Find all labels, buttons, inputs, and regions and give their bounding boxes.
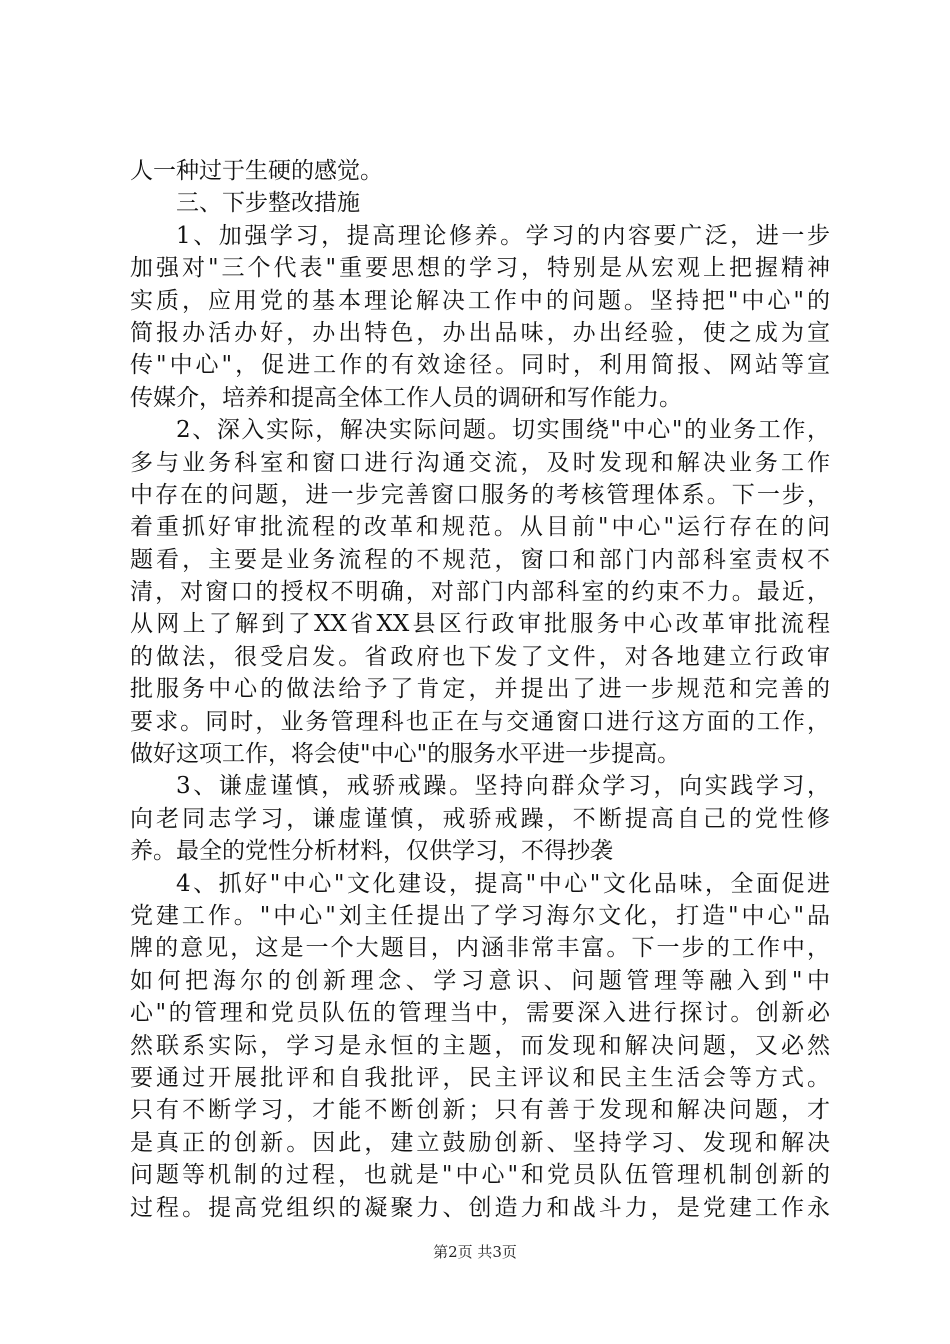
- text-line: 传媒介，培养和提高全体工作人员的调研和写作能力。: [130, 384, 682, 411]
- paragraph-start-line: 2、深入实际，解决实际问题。切实围绕"中心"的业务工作，: [176, 417, 830, 444]
- text-line: 的做法，很受启发。省政府也下发了文件，对各地建立行政审: [130, 643, 830, 670]
- text-line: 牌的意见，这是一个大题目，内涵非常丰富。下一步的工作中，: [130, 935, 830, 962]
- paragraph-start-line: 3、谦虚谨慎，戒骄戒躁。坚持向群众学习，向实践学习，: [176, 773, 830, 800]
- text-line: 传"中心"，促进工作的有效途径。同时，利用简报、网站等宣: [130, 352, 830, 379]
- text-line: 清，对窗口的授权不明确，对部门内部科室的约束不力。最近，: [130, 579, 830, 606]
- text-line: 只有不断学习，才能不断创新；只有善于发现和解决问题，才: [130, 1097, 830, 1124]
- paragraph-start-line: 4、抓好"中心"文化建设，提高"中心"文化品味，全面促进: [176, 870, 830, 897]
- text-line: 从网上了解到了XX省XX县区行政审批服务中心改革审批流程: [130, 611, 830, 638]
- text-line: 如何把海尔的创新理念、学习意识、问题管理等融入到"中: [130, 967, 830, 994]
- text-line: 要求。同时，业务管理科也正在与交通窗口进行这方面的工作，: [130, 708, 830, 735]
- text-line: 党建工作。"中心"刘主任提出了学习海尔文化，打造"中心"品: [130, 902, 830, 929]
- text-line: 问题等机制的过程，也就是"中心"和党员队伍管理机制创新的: [130, 1162, 830, 1189]
- text-line: 心"的管理和党员队伍的管理当中，需要深入进行探讨。创新必: [130, 1000, 830, 1027]
- text-line: 人一种过于生硬的感觉。: [130, 158, 383, 184]
- paragraph-start-line: 1、加强学习，提高理论修养。学习的内容要广泛，进一步: [176, 222, 830, 249]
- text-line: 做好这项工作，将会使"中心"的服务水平进一步提高。: [130, 741, 681, 768]
- text-line: 题看，主要是业务流程的不规范，窗口和部门内部科室责权不: [130, 546, 830, 573]
- text-line: 着重抓好审批流程的改革和规范。从目前"中心"运行存在的问: [130, 514, 830, 541]
- text-line: 要通过开展批评和自我批评，民主评议和民主生活会等方式。: [130, 1064, 830, 1091]
- text-line: 中存在的问题，进一步完善窗口服务的考核管理体系。下一步，: [130, 481, 830, 508]
- text-line: 批服务中心的做法给予了肯定，并提出了进一步规范和完善的: [130, 676, 830, 703]
- page-number-footer: 第2页 共3页: [433, 1243, 517, 1261]
- text-line: 简报办活办好，办出特色，办出品味，办出经验，使之成为宣: [130, 319, 830, 346]
- text-line: 然联系实际，学习是永恒的主题，而发现和解决问题，又必然: [130, 1032, 830, 1059]
- text-line: 加强对"三个代表"重要思想的学习，特别是从宏观上把握精神: [130, 255, 830, 282]
- text-line: 实质，应用党的基本理论解决工作中的问题。坚持把"中心"的: [130, 287, 830, 314]
- document-body: [130, 155, 830, 1224]
- text-line: 多与业务科室和窗口进行沟通交流，及时发现和解决业务工作: [130, 449, 830, 476]
- text-line: 向老同志学习，谦虚谨慎，戒骄戒躁，不断提高自己的党性修: [130, 805, 830, 832]
- text-line: 过程。提高党组织的凝聚力、创造力和战斗力，是党建工作永: [130, 1194, 830, 1221]
- text-line: 养。最全的党性分析材料，仅供学习，不得抄袭: [130, 838, 613, 865]
- text-line: 是真正的创新。因此，建立鼓励创新、坚持学习、发现和解决: [130, 1129, 830, 1156]
- section-heading: 三、下步整改措施: [176, 190, 360, 217]
